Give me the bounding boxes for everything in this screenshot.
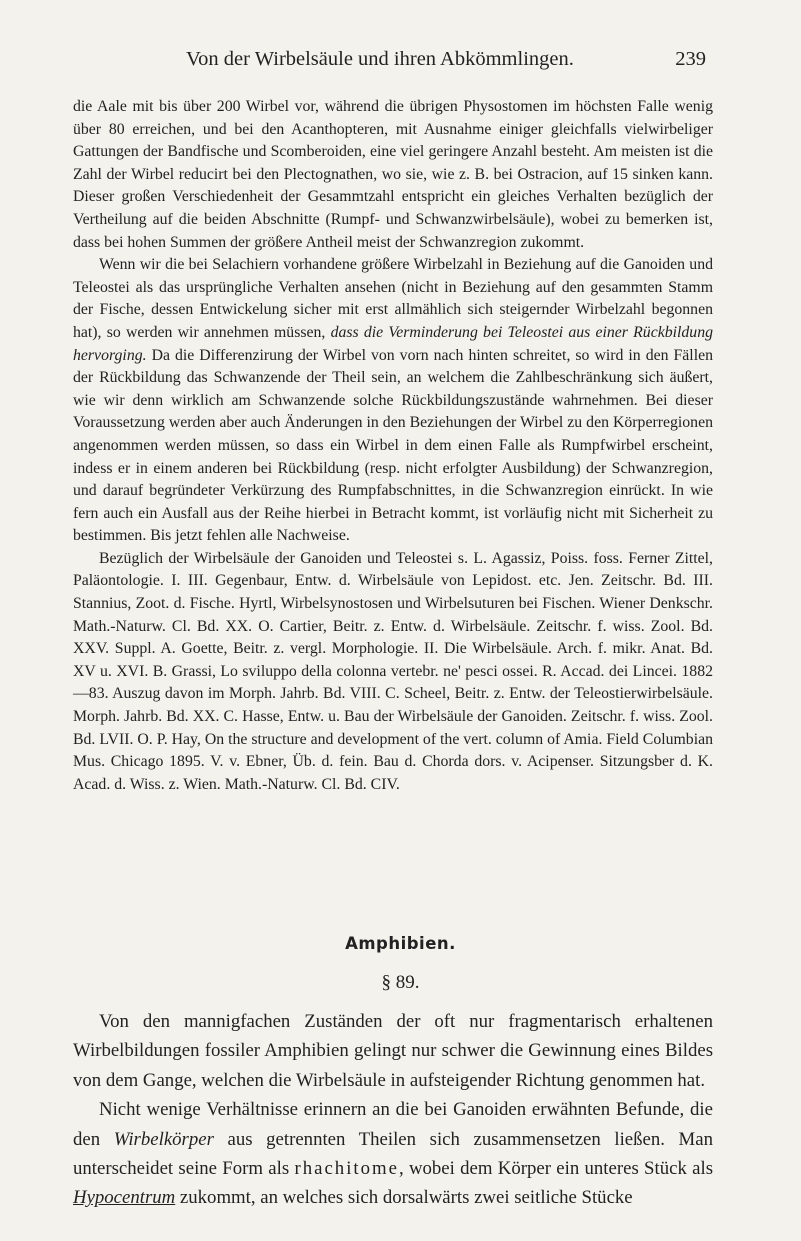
paragraph-amphibian-intro: Von den mannigfachen Zuständen der oft nur fragmentarisch erhaltenen Wirbelbildungen fossiler Amphibien gelingt nur schwer die Gewinnung eines Bildes von dem Gange, welchen die Wirbelsäule in aufsteigender Richtung genommen hat.	[73, 1011, 713, 1091]
rhachitome-part-b: aus getrennten Theilen sich zusammensetzen ließen. Man unterscheidet seine Form als	[73, 1128, 713, 1180]
term-rhachitome: rhachitome	[294, 1158, 399, 1180]
running-title: Von der Wirbelsäule und ihren Abkömmlingen.	[186, 48, 574, 70]
paragraph-continuation: die Aale mit bis über 200 Wirbel vor, während die übrigen Physostomen im höchsten Falle wenig über 80 erreichen, und bei den Acanthopteren, mit Ausnahme einiger gleichfalls vielwirbeliger Gattungen der Bandfische und Scomberoiden, eine viel geringere Anzahl besteht. Am meisten ist die Zahl der Wirbel reducirt bei den Plectognathen, wo sie, wie z. B. bei Ostracion, auf 15 sinken kann. Dieser großen Verschiedenheit der Gesammtzahl entspricht ein gleiches Verhalten bezüglich der Vertheilung auf die beiden Abschnitte (Rumpf- und Schwanzwirbelsäule), wobei zu bemerken ist, dass bei hohen Summen der größere Antheil meist der Schwanzregion zukommt.	[73, 98, 713, 251]
rhachitome-part-a: Nicht wenige Verhältnisse erinnern an die bei Ganoiden erwähnten Befunde, die den	[73, 1099, 713, 1150]
paragraph-reduction-italic: dass die Verminderung bei Teleostei aus einer Rückbildung hervorging.	[73, 323, 713, 364]
term-wirbelkoerper: Wirbelkörper	[113, 1128, 214, 1150]
rhachitome-part-c: , wobei dem Körper ein unteres Stück als	[398, 1158, 714, 1180]
section-heading: Amphibien.	[345, 934, 456, 953]
paragraph-reduction	[73, 254, 713, 548]
rhachitome-part-d: zukommt, an welches sich dorsalwärts zwei seitliche Stücke	[175, 1187, 633, 1209]
page-number: 239	[675, 48, 706, 70]
body-text-large	[73, 1007, 713, 1213]
paragraph-reduction-part1: Wenn wir die bei Selachiern vorhandene größere Wirbelzahl in Beziehung auf die Ganoiden und Teleostei als das ursprüngliche Verhalten ansehen (nicht in Beziehung auf den gesammten Stamm der Fische, dessen Entwickelung sicher mit erst allmählich sich steigernder Wirbelzahl begonnen hat), so werden wir annehmen müssen,	[73, 256, 713, 341]
paragraph-rhachitome	[73, 1095, 713, 1213]
literature-references: Bezüglich der Wirbelsäule der Ganoiden und Teleostei s. L. Agassiz, Poiss. foss. Ferner Zittel, Paläontologie. I. III. Gegenbaur, Entw. d. Wirbelsäule von Lepidost. etc. Jen. Zeitschr. Bd. III. Stannius, Zoot. d. Fische. Hyrtl, Wirbelsynostosen und Wirbelsuturen bei Fischen. Wiener Denkschr. Math.-Naturw. Cl. Bd. XX. O. Cartier, Beitr. z. Entw. d. Wirbelsäule. Zeitschr. f. wiss. Zool. Bd. XXV. Suppl. A. Goette, Beitr. z. vergl. Morphologie. II. Die Wirbelsäule. Arch. f. mikr. Anat. Bd. XV u. XVI. B. Grassi, Lo sviluppo della colonna vertebr. ne' pesci ossei. R. Accad. dei Lincei. 1882—83. Auszug davon im Morph. Jahrb. Bd. VIII. C. Scheel, Beitr. z. Entw. der Teleostierwirbelsäule. Morph. Jahrb. Bd. XX. C. Hasse, Entw. u. Bau der Wirbelsäule der Ganoiden. Zeitschr. f. wiss. Zool. Bd. LVII. O. P. Hay, On the structure and development of the vert. column of Amia. Field Columbian Mus. Chicago 1895. V. v. Ebner, Üb. d. fein. Bau d. Chorda dors. v. Acipenser. Sitzungsber d. K. Acad. d. Wiss. z. Wien. Math.-Naturw. Cl. Bd. CIV.	[73, 549, 713, 793]
body-text-small	[73, 96, 713, 796]
running-header	[186, 48, 706, 78]
section-number: § 89.	[381, 972, 420, 993]
paragraph-reduction-part2: Da die Differenzirung der Wirbel von vorn nach hinten schreitet, so wird in den Fällen der Rückbildung das Schwanzende der Theil sein, an welchem die Zahlbeschränkung sich äußert, wie wir denn wirklich am Schwanzende solche Rückbildungszustände wahrnehmen. Bei dieser Voraussetzung werden aber auch Änderungen in den Beziehungen der Wirbel zu den Körperregionen angenommen werden müssen, so dass ein Wirbel in dem einen Falle als Rumpfwirbel erscheint, indess er in einem anderen bei Rückbildung (resp. nicht erfolgter Ausbildung) der Schwanzregion, und darauf begründeter Verkürzung des Rumpfabschnittes, in die Schwanzregion einrückt. In wie fern auch ein Ausfall aus der Reihe hierbei in Betracht kommt, ist vorläufig nicht mit Sicherheit zu bestimmen. Bis jetzt fehlen alle Nachweise.	[73, 346, 713, 545]
term-hypocentrum: Hypocentrum	[73, 1187, 176, 1209]
